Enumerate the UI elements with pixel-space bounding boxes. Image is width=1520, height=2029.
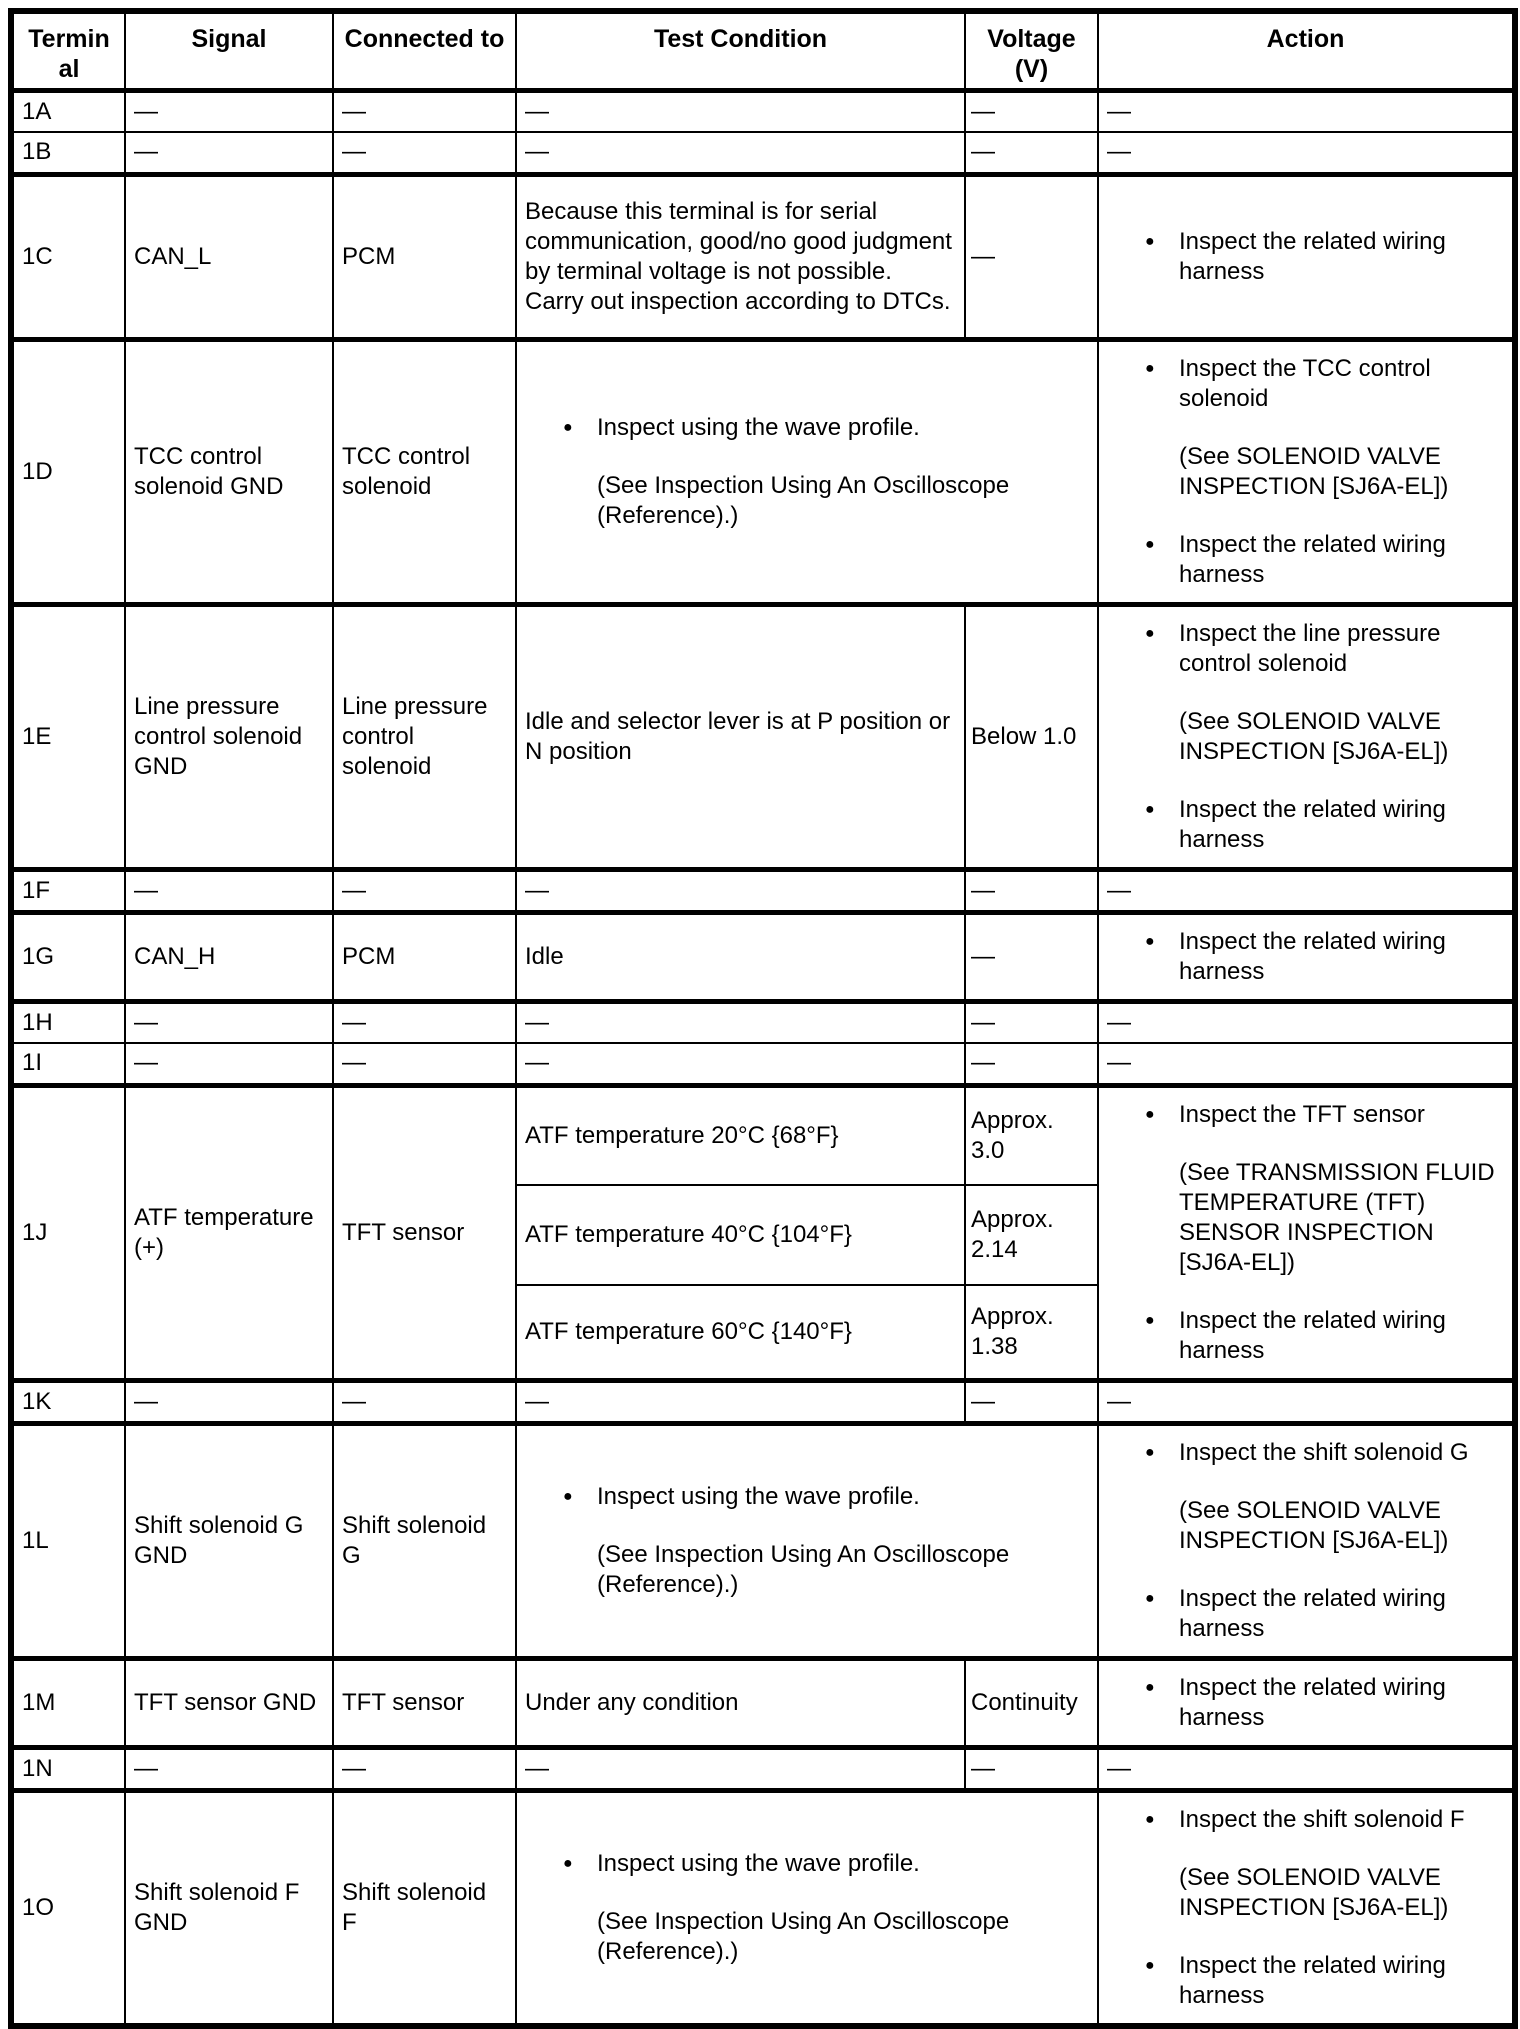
cell-1c-connected: PCM (333, 174, 516, 339)
action-text: Inspect the related wiring harness (1179, 1306, 1446, 1364)
action-text: Inspect the TCC control solenoid (1179, 354, 1431, 412)
cell-1e-signal: Line pressure control solenoid GND (125, 604, 333, 869)
cell-1o-action (1098, 1790, 1515, 2026)
cell-1j-test-40c: ATF temperature 40°C {104°F} (516, 1185, 965, 1285)
scanned-manual-page (0, 8, 1520, 2009)
row-1n (11, 1747, 1515, 1790)
test-text: Inspect using the wave profile. (597, 1482, 920, 1510)
row-1a (11, 91, 1515, 133)
cell-1n-connected: — (333, 1747, 516, 1790)
cell-1e-test: Idle and selector lever is at P position or N position (516, 604, 965, 869)
cell-1n-action: — (1098, 1747, 1515, 1790)
bullet-icon: ● (1145, 232, 1155, 250)
cell-1j-test-20c: ATF temperature 20°C {68°F} (516, 1085, 965, 1185)
action-text: Inspect the line pressure control solenoid (1179, 619, 1441, 677)
test-text: Inspect using the wave profile. (597, 413, 920, 441)
cell-1o-signal: Shift solenoid F GND (125, 1790, 333, 2026)
cell-1g-connected: PCM (333, 912, 516, 1001)
row-1i (11, 1043, 1515, 1085)
cell-1b-action: — (1098, 132, 1515, 174)
cell-1a-voltage: — (965, 91, 1098, 133)
cell-1h-test: — (516, 1001, 965, 1043)
cell-1d-signal: TCC control solenoid GND (125, 339, 333, 604)
action-item (1145, 927, 1504, 987)
row-1f (11, 869, 1515, 912)
cell-1f-connected: — (333, 869, 516, 912)
cell-1j-voltage-40c: Approx. 2.14 (965, 1185, 1098, 1285)
cell-1i-signal: — (125, 1043, 333, 1085)
cell-1n-terminal: 1N (11, 1747, 125, 1790)
cell-1h-connected: — (333, 1001, 516, 1043)
row-1l (11, 1423, 1515, 1658)
bullet-icon: ● (1145, 1956, 1155, 1974)
action-item (1145, 1438, 1504, 1468)
cell-1d-connected: TCC control solenoid (333, 339, 516, 604)
cell-1j-signal: ATF temperature (+) (125, 1085, 333, 1380)
action-text: Inspect the related wiring harness (1179, 1673, 1446, 1731)
header-row (11, 11, 1515, 91)
bullet-icon: ● (563, 1487, 573, 1505)
action-item (1145, 530, 1504, 590)
header-terminal: Terminal (11, 11, 125, 91)
cell-1k-connected: — (333, 1380, 516, 1423)
bullet-icon: ● (1145, 624, 1155, 642)
cell-1e-connected: Line pressure control solenoid (333, 604, 516, 869)
action-item (1145, 795, 1504, 855)
action-text: Inspect the related wiring harness (1179, 1584, 1446, 1642)
action-text: Inspect the shift solenoid F (1179, 1805, 1465, 1833)
cell-1b-test: — (516, 132, 965, 174)
header-test-condition: Test Condition (516, 11, 965, 91)
cell-1o-terminal: 1O (11, 1790, 125, 2026)
cell-1g-terminal: 1G (11, 912, 125, 1001)
cell-1c-test: Because this terminal is for serial communication, good/no good judgment by terminal voltage is not possible. Carry out inspection according to DTCs. (516, 174, 965, 339)
action-text: Inspect the related wiring harness (1179, 530, 1446, 588)
cell-1f-action: — (1098, 869, 1515, 912)
bullet-icon: ● (1145, 1105, 1155, 1123)
action-item (1145, 1100, 1504, 1130)
cell-1b-voltage: — (965, 132, 1098, 174)
cell-1g-test: Idle (516, 912, 965, 1001)
cell-1c-voltage: — (965, 174, 1098, 339)
cell-1f-terminal: 1F (11, 869, 125, 912)
test-item (563, 413, 1089, 443)
cell-1i-voltage: — (965, 1043, 1098, 1085)
cell-1c-signal: CAN_L (125, 174, 333, 339)
row-1d (11, 339, 1515, 604)
cell-1g-voltage: — (965, 912, 1098, 1001)
cell-1b-terminal: 1B (11, 132, 125, 174)
cell-1j-voltage-60c: Approx. 1.38 (965, 1285, 1098, 1380)
action-item (1145, 354, 1504, 414)
cell-1m-test: Under any condition (516, 1658, 965, 1747)
header-signal: Signal (125, 11, 333, 91)
cell-1f-test: — (516, 869, 965, 912)
header-connected-to: Connected to (333, 11, 516, 91)
bullet-icon: ● (563, 418, 573, 436)
cell-1m-action (1098, 1658, 1515, 1747)
test-text: Inspect using the wave profile. (597, 1849, 920, 1877)
bullet-icon: ● (1145, 1810, 1155, 1828)
cell-1l-action (1098, 1423, 1515, 1658)
cell-1i-connected: — (333, 1043, 516, 1085)
cell-1e-terminal: 1E (11, 604, 125, 869)
header-voltage-line1: Voltage (987, 25, 1076, 53)
cell-1c-action (1098, 174, 1515, 339)
cell-1j-voltage-20c: Approx. 3.0 (965, 1085, 1098, 1185)
row-1k (11, 1380, 1515, 1423)
action-item (1145, 1805, 1504, 1835)
cell-1o-connected: Shift solenoid F (333, 1790, 516, 2026)
row-1b (11, 132, 1515, 174)
cell-1o-test-voltage (516, 1790, 1098, 2026)
action-see-reference: (See TRANSMISSION FLUID TEMPERATURE (TFT) SENSOR INSPECTION [SJ6A-EL]) (1179, 1158, 1495, 1276)
bullet-icon: ● (1145, 359, 1155, 377)
test-see-reference: (See Inspection Using An Oscilloscope (Reference).) (597, 1540, 1010, 1598)
cell-1d-test-voltage (516, 339, 1098, 604)
cell-1g-signal: CAN_H (125, 912, 333, 1001)
row-1c (11, 174, 1515, 339)
bullet-icon: ● (1145, 1589, 1155, 1607)
cell-1i-terminal: 1I (11, 1043, 125, 1085)
cell-1l-connected: Shift solenoid G (333, 1423, 516, 1658)
cell-1b-connected: — (333, 132, 516, 174)
cell-1m-connected: TFT sensor (333, 1658, 516, 1747)
action-text: Inspect the shift solenoid G (1179, 1438, 1469, 1466)
cell-1b-signal: — (125, 132, 333, 174)
action-text: Inspect the related wiring harness (1179, 227, 1446, 285)
row-1h (11, 1001, 1515, 1043)
cell-1f-voltage: — (965, 869, 1098, 912)
cell-1d-terminal: 1D (11, 339, 125, 604)
action-text: Inspect the related wiring harness (1179, 927, 1446, 985)
cell-1d-action (1098, 339, 1515, 604)
row-1e (11, 604, 1515, 869)
action-item (1145, 1584, 1504, 1644)
cell-1g-action (1098, 912, 1515, 1001)
row-1j-sub1 (11, 1085, 1515, 1185)
cell-1c-terminal: 1C (11, 174, 125, 339)
action-item (1145, 619, 1504, 679)
action-text: Inspect the related wiring harness (1179, 795, 1446, 853)
action-item (1145, 1673, 1504, 1733)
cell-1j-action (1098, 1085, 1515, 1380)
cell-1k-test: — (516, 1380, 965, 1423)
cell-1n-voltage: — (965, 1747, 1098, 1790)
cell-1i-action: — (1098, 1043, 1515, 1085)
cell-1k-terminal: 1K (11, 1380, 125, 1423)
cell-1i-test: — (516, 1043, 965, 1085)
test-see-reference: (See Inspection Using An Oscilloscope (Reference).) (597, 471, 1010, 529)
cell-1l-terminal: 1L (11, 1423, 125, 1658)
cell-1n-signal: — (125, 1747, 333, 1790)
cell-1e-voltage: Below 1.0 (965, 604, 1098, 869)
terminal-voltage-table (8, 8, 1518, 2029)
cell-1h-signal: — (125, 1001, 333, 1043)
action-item (1145, 1951, 1504, 2011)
cell-1e-action (1098, 604, 1515, 869)
cell-1j-connected: TFT sensor (333, 1085, 516, 1380)
cell-1a-connected: — (333, 91, 516, 133)
row-1o (11, 1790, 1515, 2026)
header-voltage-line2: (V) (1014, 55, 1049, 83)
cell-1h-terminal: 1H (11, 1001, 125, 1043)
action-text: Inspect the related wiring harness (1179, 1951, 1446, 2009)
cell-1a-terminal: 1A (11, 91, 125, 133)
cell-1l-signal: Shift solenoid G GND (125, 1423, 333, 1658)
action-see-reference: (See SOLENOID VALVE INSPECTION [SJ6A-EL]) (1179, 707, 1449, 765)
cell-1h-voltage: — (965, 1001, 1098, 1043)
cell-1j-test-60c: ATF temperature 60°C {140°F} (516, 1285, 965, 1380)
action-text: Inspect the TFT sensor (1179, 1100, 1425, 1128)
action-item (1145, 227, 1504, 287)
bullet-icon: ● (1145, 1311, 1155, 1329)
header-action: Action (1098, 11, 1515, 91)
cell-1k-voltage: — (965, 1380, 1098, 1423)
cell-1m-signal: TFT sensor GND (125, 1658, 333, 1747)
action-see-reference: (See SOLENOID VALVE INSPECTION [SJ6A-EL]) (1179, 1863, 1449, 1921)
cell-1j-terminal: 1J (11, 1085, 125, 1380)
cell-1k-action: — (1098, 1380, 1515, 1423)
row-1g (11, 912, 1515, 1001)
cell-1h-action: — (1098, 1001, 1515, 1043)
cell-1l-test-voltage (516, 1423, 1098, 1658)
bullet-icon: ● (563, 1854, 573, 1872)
cell-1m-terminal: 1M (11, 1658, 125, 1747)
test-item (563, 1482, 1089, 1512)
cell-1a-test: — (516, 91, 965, 133)
action-see-reference: (See SOLENOID VALVE INSPECTION [SJ6A-EL]) (1179, 442, 1449, 500)
cell-1m-voltage: Continuity (965, 1658, 1098, 1747)
cell-1a-action: — (1098, 91, 1515, 133)
test-see-reference: (See Inspection Using An Oscilloscope (Reference).) (597, 1907, 1010, 1965)
bullet-icon: ● (1145, 932, 1155, 950)
bullet-icon: ● (1145, 1443, 1155, 1461)
cell-1f-signal: — (125, 869, 333, 912)
test-item (563, 1849, 1089, 1879)
cell-1a-signal: — (125, 91, 333, 133)
bullet-icon: ● (1145, 535, 1155, 553)
action-see-reference: (See SOLENOID VALVE INSPECTION [SJ6A-EL]) (1179, 1496, 1449, 1554)
cell-1n-test: — (516, 1747, 965, 1790)
bullet-icon: ● (1145, 1678, 1155, 1696)
bullet-icon: ● (1145, 800, 1155, 818)
header-voltage (965, 11, 1098, 91)
row-1m (11, 1658, 1515, 1747)
cell-1k-signal: — (125, 1380, 333, 1423)
action-item (1145, 1306, 1504, 1366)
